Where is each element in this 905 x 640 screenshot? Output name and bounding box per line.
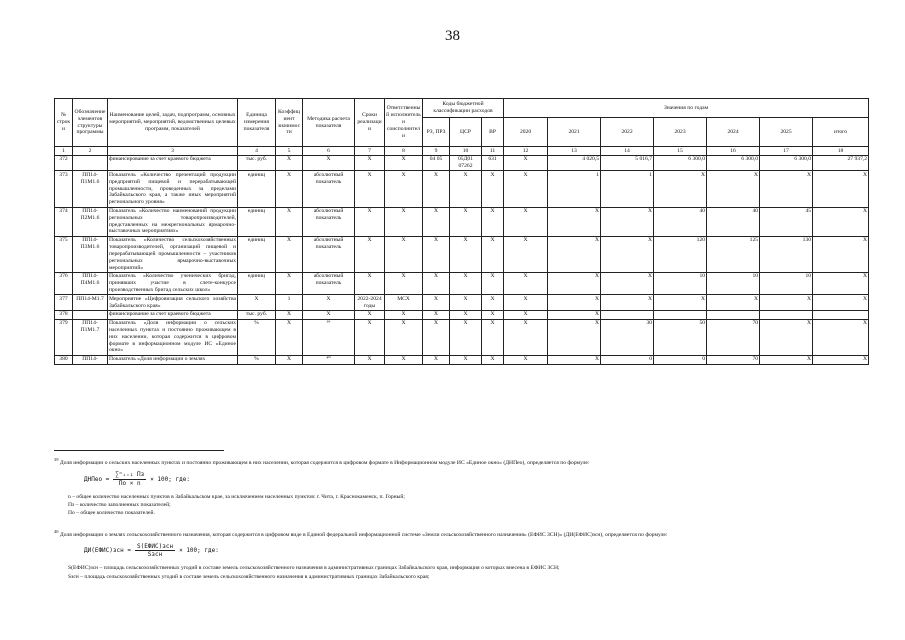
row-vr: Х <box>482 171 504 207</box>
row-number: 372 <box>55 155 73 171</box>
row-terms: Х <box>355 171 385 207</box>
header-values-by-year: Значения по годам <box>504 99 869 118</box>
table-row <box>55 171 869 207</box>
header-year: 2020 <box>504 118 548 147</box>
row-year-value: Х <box>760 295 813 311</box>
row-year-value <box>707 310 760 319</box>
table-row <box>55 207 869 236</box>
row-responsible: МСХ <box>385 295 423 311</box>
legend-line: Пз – количество заполненных показателей; <box>68 501 171 508</box>
row-designation <box>73 310 108 319</box>
header-terms: Сроки реализации <box>355 99 385 147</box>
formula-di-efis-numerator: S(ЕФИС)зсн <box>136 542 174 550</box>
row-rz: Х <box>423 355 450 364</box>
row-year-value: 1 <box>548 171 601 207</box>
row-year-value <box>601 310 654 319</box>
legend-line: S(ЕФИС)зсн – площадь сельскохозяйственных угодий в составе земель сельскохозяйственного назначения в административных границах Забайкальского края, информация о которых внесена в ЕФИС ЗСН; <box>68 565 560 572</box>
footnote-40-legend <box>54 565 868 581</box>
row-year-value: 70 <box>707 319 760 355</box>
row-unit: % <box>238 319 276 355</box>
row-year-value: 70 <box>707 355 760 364</box>
footnote-40-mark: 40 <box>54 528 59 534</box>
row-year-value: Х <box>548 272 601 294</box>
formula-dnpeo-fraction <box>113 471 146 488</box>
column-index-cell: 8 <box>385 147 423 156</box>
row-responsible: Х <box>385 155 423 171</box>
row-number: 377 <box>55 295 73 311</box>
row-year-value <box>760 310 813 319</box>
row-year-value: Х <box>601 207 654 236</box>
column-index-cell: 13 <box>548 147 601 156</box>
row-rz: Х <box>423 310 450 319</box>
program-table <box>54 98 869 365</box>
row-year-value: 10 <box>707 272 760 294</box>
row-name: Показатель «Доля информации о сельских населенных пунктах и постоянно проживающем в них населении, которая содержится в цифровом формате в информационном модуле ИС «Единое окно» <box>109 320 236 354</box>
row-year-value: 10 <box>654 272 707 294</box>
row-method: Х <box>303 155 355 171</box>
row-year-value: Х <box>548 207 601 236</box>
row-designation: ПП14-М1.7 <box>73 295 108 311</box>
row-year-value: Х <box>504 310 548 319</box>
column-index-cell: 3 <box>108 147 238 156</box>
header-year: 2025 <box>760 118 813 147</box>
row-year-value: 125 <box>707 236 760 272</box>
row-coef: 1 <box>276 295 303 311</box>
row-unit: единиц <box>238 236 276 272</box>
row-vr: 631 <box>482 155 504 171</box>
row-unit: тыс. руб. <box>238 310 276 319</box>
row-year-value: Х <box>548 355 601 364</box>
row-unit: единиц <box>238 171 276 207</box>
row-year-value: Х <box>601 295 654 311</box>
row-number: 374 <box>55 207 73 236</box>
header-year: 2021 <box>548 118 601 147</box>
row-coef: Х <box>276 310 303 319</box>
row-method: Х <box>303 310 355 319</box>
column-index-cell: 4 <box>238 147 276 156</box>
row-coef: Х <box>276 319 303 355</box>
header-year: 2022 <box>601 118 654 147</box>
formula-di-efis-lhs: ДИ(ЕФИС)зсн = <box>84 547 131 555</box>
column-index-cell: 16 <box>707 147 760 156</box>
row-number: 375 <box>55 236 73 272</box>
row-method: абсолютный показатель <box>303 272 355 294</box>
row-name: Показатель «Количество презентаций продукции предприятий пищевой и перерабатывающей промышленности, проведенных за пределами Забайкальского края, а также иных мероприятий регионального уровня» <box>109 171 236 206</box>
row-year-value: Х <box>760 171 813 207</box>
row-coef: Х <box>276 207 303 236</box>
row-terms: Х <box>355 355 385 364</box>
row-year-value: Х <box>813 355 869 364</box>
row-year-value: 40 <box>707 207 760 236</box>
row-year-value: 120 <box>654 236 707 272</box>
row-responsible: Х <box>385 355 423 364</box>
row-year-value <box>654 310 707 319</box>
row-terms: Х <box>355 207 385 236</box>
column-index-cell: 7 <box>355 147 385 156</box>
row-name: Показатель «Количество сельскохозяйственных товаропроизводителей, организаций пищевой и перерабатывающей промышленности – участников региональных ярмарочно-выставочных мероприятий» <box>109 237 236 271</box>
row-year-value: Х <box>654 295 707 311</box>
footnote-39-text: Доля информации о сельских населенных пунктах и постоянно проживающем в них населении, которая содержится в цифровом формате в Информационном модуле ИС «Единое окно» (ДНПео), определяется по формуле: <box>59 459 590 466</box>
row-method: абсолютный показатель <box>303 207 355 236</box>
row-year-value: Х <box>504 319 548 355</box>
column-index-cell: 12 <box>504 147 548 156</box>
row-csr: Х <box>450 236 482 272</box>
row-unit: % <box>238 355 276 364</box>
row-year-value: Х <box>548 319 601 355</box>
row-year-value: 6 300,0 <box>707 155 760 171</box>
header-responsible: Ответственный исполнитель и соисполнители <box>385 99 423 147</box>
column-index-cell: 14 <box>601 147 654 156</box>
row-year-value: Х <box>548 310 601 319</box>
row-terms: Х <box>355 310 385 319</box>
header-csr: ЦСР <box>450 118 482 147</box>
row-year-value: 40 <box>654 207 707 236</box>
column-index-cell: 11 <box>482 147 504 156</box>
row-terms: Х <box>355 272 385 294</box>
table-row <box>55 355 869 364</box>
header-rz: РЗ, ПРЗ <box>423 118 450 147</box>
row-year-value: 6 300,0 <box>760 155 813 171</box>
table-row <box>55 236 869 272</box>
row-responsible: Х <box>385 272 423 294</box>
row-designation: ПП14-П3М1.6 <box>73 236 108 272</box>
row-unit: тыс. руб. <box>238 155 276 171</box>
column-index-cell: 2 <box>73 147 108 156</box>
row-csr: Х <box>450 295 482 311</box>
row-name: финансирование за счет краевого бюджета <box>108 155 238 171</box>
row-name: Мероприятие «Цифровизация сельского хозяйства Забайкальского края» <box>109 295 236 309</box>
row-terms: Х <box>355 236 385 272</box>
row-name: Показатель «Доля информации о землях <box>108 355 238 364</box>
footnote-39-mark: 39 <box>54 457 59 462</box>
row-vr: Х <box>482 272 504 294</box>
row-year-value: 45 <box>760 207 813 236</box>
row-rz: Х <box>423 272 450 294</box>
row-year-value: 6 300,0 <box>654 155 707 171</box>
row-responsible: Х <box>385 207 423 236</box>
column-index-cell: 18 <box>813 147 869 156</box>
row-designation: ПП14-П1М1.7 <box>73 319 108 355</box>
table-row <box>55 319 869 355</box>
header-total: итого <box>813 118 869 147</box>
row-year-value: 5 016,7 <box>601 155 654 171</box>
row-number: 378 <box>55 310 73 319</box>
page-number: 38 <box>445 28 460 44</box>
row-name: финансирование за счет краевого бюджета <box>108 310 238 319</box>
row-terms: 2022-2024 годы <box>355 295 385 311</box>
row-year-value: Х <box>504 272 548 294</box>
row-year-value: Х <box>504 295 548 311</box>
header-year: 2023 <box>654 118 707 147</box>
row-year-value: Х <box>813 171 869 207</box>
header-vr: ВР <box>482 118 504 147</box>
row-coef: Х <box>276 171 303 207</box>
row-year-value: 1 <box>601 171 654 207</box>
row-responsible: Х <box>385 171 423 207</box>
row-designation: ПП14- <box>73 355 108 364</box>
row-method: абсолютный показатель <box>303 236 355 272</box>
row-rz: Х <box>423 207 450 236</box>
formula-di-efis-fraction <box>135 543 175 560</box>
footnote-40-text: Доля информации о землях сельскохозяйственного назначения, которая содержится в цифровом виде в Единой федеральной информационной системе «Земли сельскохозяйственного назначения» (ЕФИС ЗСН)» (ДИ(ЕФИС)зсн), определяется по формуле: <box>59 531 668 538</box>
header-designation: Обозначение элементов структуры программы <box>73 99 108 147</box>
row-year-value: Х <box>813 272 869 294</box>
header-budget-codes: Коды бюджетной классификации расходов <box>423 99 504 118</box>
row-year-value: Х <box>813 236 869 272</box>
formula-di-efis <box>84 543 868 560</box>
row-csr: Х <box>450 319 482 355</box>
footnotes <box>54 450 868 582</box>
row-year-value: 30 <box>601 319 654 355</box>
row-year-value: Х <box>654 171 707 207</box>
row-year-value: Х <box>707 295 760 311</box>
formula-dnpeo-lhs: ДНПео = <box>84 475 110 483</box>
row-csr: Х <box>450 310 482 319</box>
row-year-value: Х <box>504 236 548 272</box>
header-unit: Единица измерения показателя <box>238 99 276 147</box>
row-terms: Х <box>355 155 385 171</box>
row-rz: Х <box>423 236 450 272</box>
row-year-value: Х <box>504 207 548 236</box>
column-index-cell: 10 <box>450 147 482 156</box>
row-csr: Х <box>450 207 482 236</box>
row-coef: Х <box>276 236 303 272</box>
row-coef: Х <box>276 355 303 364</box>
row-year-value: Х <box>813 207 869 236</box>
row-designation: ПП14-П2М1.6 <box>73 207 108 236</box>
row-year-value: Х <box>504 155 548 171</box>
row-vr: Х <box>482 355 504 364</box>
row-csr: Х <box>450 272 482 294</box>
row-unit: единиц <box>238 207 276 236</box>
row-unit: Х <box>238 295 276 311</box>
row-vr: Х <box>482 236 504 272</box>
row-year-value: Х <box>504 355 548 364</box>
row-method: ⁴⁰ <box>303 355 355 364</box>
row-number: 380 <box>55 355 73 364</box>
row-number: 379 <box>55 319 73 355</box>
row-method: Х <box>303 295 355 311</box>
table-row <box>55 272 869 294</box>
column-index-cell: 5 <box>276 147 303 156</box>
row-year-value: 50 <box>654 319 707 355</box>
row-rz: Х <box>423 319 450 355</box>
column-index-row <box>55 147 869 156</box>
footnote-39 <box>54 457 868 467</box>
legend-line: По – общее количество показателей. <box>68 510 155 517</box>
row-csr: Х <box>450 171 482 207</box>
row-year-value: 10 <box>760 272 813 294</box>
footnote-39-legend <box>54 494 868 518</box>
formula-di-efis-denominator: Sзсн <box>147 551 163 559</box>
column-index-cell: 9 <box>423 147 450 156</box>
row-year-value: Х <box>548 236 601 272</box>
legend-line: Sзсн – площадь сельскохозяйственных угодий в составе земель сельскохозяйственного назначения в административных границах Забайкальского края; <box>68 573 430 580</box>
row-designation: ПП14-П4М1.6 <box>73 272 108 294</box>
row-coef: Х <box>276 155 303 171</box>
footnote-40 <box>54 529 868 539</box>
row-vr: Х <box>482 319 504 355</box>
row-designation <box>73 155 108 171</box>
row-year-value: 130 <box>760 236 813 272</box>
row-year-value: Х <box>601 272 654 294</box>
formula-di-efis-tail: × 100; где: <box>179 547 219 555</box>
row-year-value: Х <box>760 355 813 364</box>
row-csr: 05Д01 07262 <box>450 155 482 171</box>
row-name: Показатель «Количество ученических бригад, принявших участие в слете-конкурсе производственных бригад сельских школ» <box>109 273 236 293</box>
table-row <box>55 310 869 319</box>
row-vr: Х <box>482 207 504 236</box>
formula-dnpeo-denominator: По × n <box>118 479 141 487</box>
row-year-value: 0 <box>654 355 707 364</box>
table-row <box>55 155 869 171</box>
row-rz: Х <box>423 171 450 207</box>
row-year-value: Х <box>760 319 813 355</box>
row-year-value: 0 <box>601 355 654 364</box>
footnote-rule <box>54 450 224 451</box>
column-index-cell: 15 <box>654 147 707 156</box>
row-year-value: 27 937,2 <box>813 155 869 171</box>
row-year-value: Х <box>548 295 601 311</box>
row-method: абсолютный показатель <box>303 171 355 207</box>
row-csr: Х <box>450 355 482 364</box>
row-number: 376 <box>55 272 73 294</box>
row-name: Показатель «Количество наименований продукции региональных товаропроизводителей, представленных на межрегиональных ярмарочно-выставочных мероприятиях» <box>109 208 236 235</box>
column-index-cell: 17 <box>760 147 813 156</box>
formula-dnpeo <box>84 471 868 488</box>
formula-dnpeo-tail: × 100; где: <box>150 475 190 483</box>
row-year-value: Х <box>504 171 548 207</box>
header-year: 2024 <box>707 118 760 147</box>
header-method: Методика расчета показателя <box>303 99 355 147</box>
header-coef: Коэффициент значимости <box>276 99 303 147</box>
row-method: ³⁹ <box>303 319 355 355</box>
row-year-value <box>813 310 869 319</box>
row-rz: 04 05 <box>423 155 450 171</box>
row-responsible: Х <box>385 319 423 355</box>
row-year-value: Х <box>813 319 869 355</box>
row-rz: Х <box>423 295 450 311</box>
row-year-value: 4 020,5 <box>548 155 601 171</box>
row-vr: Х <box>482 310 504 319</box>
row-year-value: Х <box>707 171 760 207</box>
row-year-value: Х <box>813 295 869 311</box>
column-index-cell: 1 <box>55 147 73 156</box>
row-responsible: Х <box>385 236 423 272</box>
row-unit: единиц <box>238 272 276 294</box>
row-terms: Х <box>355 319 385 355</box>
row-vr: Х <box>482 295 504 311</box>
row-coef: Х <box>276 272 303 294</box>
row-responsible: Х <box>385 310 423 319</box>
row-designation: ПП14-П1М1.6 <box>73 171 108 207</box>
header-row-no: № строки <box>55 99 73 147</box>
formula-dnpeo-numerator: ∑ⁿᵢ₌₁ Пз <box>115 471 145 479</box>
table-row <box>55 295 869 311</box>
row-number: 373 <box>55 171 73 207</box>
column-index-cell: 6 <box>303 147 355 156</box>
legend-line: n – общее количество населенных пунктов в Забайкальском крае, за исключением населенных пунктов: г. Чита, г. Краснокаменск, п. Горный; <box>68 493 405 500</box>
header-name: Наименование целей, задач, подпрограмм, основных мероприятий, мероприятий, ведомственных целевых программ, показателей <box>108 99 238 147</box>
row-year-value: Х <box>601 236 654 272</box>
